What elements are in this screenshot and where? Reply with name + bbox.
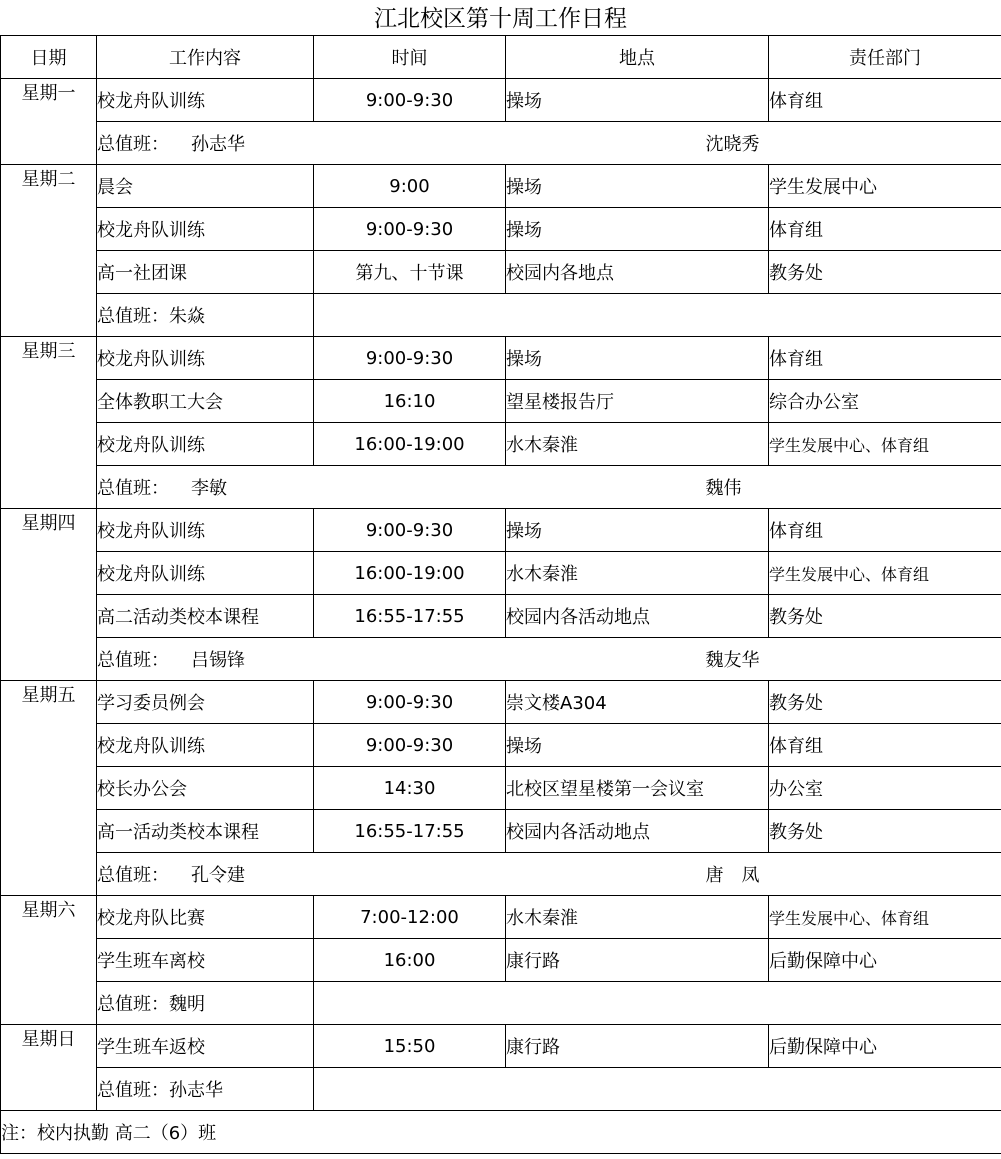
dept-cell: 体育组 bbox=[769, 337, 1001, 380]
duty-name: 孙志华 bbox=[169, 1080, 223, 1101]
content-cell: 校龙舟队训练 bbox=[97, 509, 314, 552]
schedule-row bbox=[1, 208, 1001, 251]
schedule-row bbox=[1, 767, 1001, 810]
schedule-row bbox=[1, 79, 1001, 122]
place-cell: 校园内各活动地点 bbox=[506, 810, 769, 853]
duty-name: 李敏 bbox=[191, 478, 227, 499]
duty-second-name: 唐 凤 bbox=[506, 853, 1001, 896]
dept-cell: 教务处 bbox=[769, 251, 1001, 294]
place-cell: 操场 bbox=[506, 79, 769, 122]
time-cell: 9:00-9:30 bbox=[314, 79, 506, 122]
duty-empty-cell bbox=[314, 982, 1001, 1025]
time-cell: 9:00-9:30 bbox=[314, 509, 506, 552]
header-content: 工作内容 bbox=[97, 36, 314, 79]
duty-second-name: 沈晓秀 bbox=[506, 122, 1001, 165]
dept-cell: 学生发展中心 bbox=[769, 165, 1001, 208]
duty-label: 总值班： bbox=[97, 650, 169, 671]
content-cell: 校龙舟队训练 bbox=[97, 208, 314, 251]
duty-label: 总值班： bbox=[97, 865, 169, 886]
duty-empty-cell bbox=[314, 294, 1001, 337]
place-cell: 北校区望星楼第一会议室 bbox=[506, 767, 769, 810]
note-row bbox=[1, 1111, 1001, 1154]
dept-cell: 体育组 bbox=[769, 208, 1001, 251]
schedule-row bbox=[1, 1025, 1001, 1068]
duty-name: 孔令建 bbox=[191, 865, 245, 886]
duty-row bbox=[1, 466, 1001, 509]
place-cell: 操场 bbox=[506, 509, 769, 552]
time-cell: 16:00-19:00 bbox=[314, 423, 506, 466]
content-cell: 校龙舟队训练 bbox=[97, 79, 314, 122]
schedule-table bbox=[0, 35, 1001, 1154]
time-cell: 16:10 bbox=[314, 380, 506, 423]
day-cell: 星期二 bbox=[1, 165, 97, 337]
time-cell: 9:00 bbox=[314, 165, 506, 208]
content-cell: 校龙舟队训练 bbox=[97, 724, 314, 767]
duty-label: 总值班： bbox=[97, 134, 169, 155]
content-cell: 学生班车离校 bbox=[97, 939, 314, 982]
duty-row bbox=[1, 853, 1001, 896]
duty-second-name: 魏伟 bbox=[506, 466, 1001, 509]
dept-cell: 后勤保障中心 bbox=[769, 1025, 1001, 1068]
dept-cell: 办公室 bbox=[769, 767, 1001, 810]
schedule-row bbox=[1, 423, 1001, 466]
duty-cell bbox=[97, 1068, 314, 1111]
place-cell: 校园内各地点 bbox=[506, 251, 769, 294]
day-cell: 星期一 bbox=[1, 79, 97, 165]
content-cell: 学习委员例会 bbox=[97, 681, 314, 724]
place-cell: 康行路 bbox=[506, 939, 769, 982]
schedule-row bbox=[1, 681, 1001, 724]
time-cell: 15:50 bbox=[314, 1025, 506, 1068]
content-cell: 高一活动类校本课程 bbox=[97, 810, 314, 853]
schedule-row bbox=[1, 896, 1001, 939]
duty-row bbox=[1, 1068, 1001, 1111]
dept-cell: 教务处 bbox=[769, 681, 1001, 724]
duty-name: 吕锡锋 bbox=[191, 650, 245, 671]
duty-name: 孙志华 bbox=[191, 134, 245, 155]
header-row bbox=[1, 36, 1001, 79]
duty-cell bbox=[97, 638, 506, 681]
duty-label: 总值班： bbox=[97, 478, 169, 499]
time-cell: 9:00-9:30 bbox=[314, 337, 506, 380]
schedule-row bbox=[1, 380, 1001, 423]
dept-cell: 体育组 bbox=[769, 724, 1001, 767]
content-cell: 学生班车返校 bbox=[97, 1025, 314, 1068]
time-cell: 7:00-12:00 bbox=[314, 896, 506, 939]
dept-cell: 后勤保障中心 bbox=[769, 939, 1001, 982]
time-cell: 16:55-17:55 bbox=[314, 595, 506, 638]
schedule-row bbox=[1, 251, 1001, 294]
schedule-row bbox=[1, 165, 1001, 208]
content-cell: 高一社团课 bbox=[97, 251, 314, 294]
place-cell: 操场 bbox=[506, 165, 769, 208]
schedule-row bbox=[1, 939, 1001, 982]
duty-row bbox=[1, 638, 1001, 681]
dept-cell: 学生发展中心、体育组 bbox=[769, 423, 1001, 466]
place-cell: 水木秦淮 bbox=[506, 423, 769, 466]
place-cell: 望星楼报告厅 bbox=[506, 380, 769, 423]
duty-cell bbox=[97, 853, 506, 896]
content-cell: 校龙舟队训练 bbox=[97, 423, 314, 466]
schedule-row bbox=[1, 337, 1001, 380]
dept-cell: 教务处 bbox=[769, 595, 1001, 638]
time-cell: 16:55-17:55 bbox=[314, 810, 506, 853]
header-time: 时间 bbox=[314, 36, 506, 79]
dept-cell: 综合办公室 bbox=[769, 380, 1001, 423]
content-cell: 晨会 bbox=[97, 165, 314, 208]
header-place: 地点 bbox=[506, 36, 769, 79]
time-cell: 9:00-9:30 bbox=[314, 724, 506, 767]
time-cell: 9:00-9:30 bbox=[314, 681, 506, 724]
time-cell: 9:00-9:30 bbox=[314, 208, 506, 251]
content-cell: 全体教职工大会 bbox=[97, 380, 314, 423]
dept-cell: 体育组 bbox=[769, 509, 1001, 552]
duty-name: 魏明 bbox=[169, 994, 205, 1015]
content-cell: 校龙舟队比赛 bbox=[97, 896, 314, 939]
duty-cell bbox=[97, 982, 314, 1025]
day-cell: 星期三 bbox=[1, 337, 97, 509]
place-cell: 操场 bbox=[506, 208, 769, 251]
page-title: 江北校区第十周工作日程 bbox=[374, 6, 627, 32]
duty-empty-cell bbox=[314, 1068, 1001, 1111]
duty-cell bbox=[97, 122, 506, 165]
content-cell: 校龙舟队训练 bbox=[97, 337, 314, 380]
duty-name: 朱焱 bbox=[169, 306, 205, 327]
schedule-row bbox=[1, 810, 1001, 853]
duty-label: 总值班： bbox=[97, 1080, 169, 1101]
place-cell: 康行路 bbox=[506, 1025, 769, 1068]
duty-row bbox=[1, 122, 1001, 165]
schedule-body bbox=[1, 79, 1001, 1111]
place-cell: 操场 bbox=[506, 724, 769, 767]
place-cell: 水木秦淮 bbox=[506, 552, 769, 595]
duty-label: 总值班： bbox=[97, 306, 169, 327]
dept-cell: 体育组 bbox=[769, 79, 1001, 122]
content-cell: 校长办公会 bbox=[97, 767, 314, 810]
schedule-row bbox=[1, 595, 1001, 638]
duty-label: 总值班： bbox=[97, 994, 169, 1015]
time-cell: 16:00 bbox=[314, 939, 506, 982]
schedule-row bbox=[1, 552, 1001, 595]
place-cell: 崇文楼A304 bbox=[506, 681, 769, 724]
duty-row bbox=[1, 294, 1001, 337]
day-cell: 星期日 bbox=[1, 1025, 97, 1111]
place-cell: 操场 bbox=[506, 337, 769, 380]
schedule-row bbox=[1, 509, 1001, 552]
note-text: 注：校内执勤 高二（6）班 bbox=[1, 1111, 1001, 1154]
duty-cell bbox=[97, 294, 314, 337]
time-cell: 14:30 bbox=[314, 767, 506, 810]
content-cell: 高二活动类校本课程 bbox=[97, 595, 314, 638]
day-cell: 星期六 bbox=[1, 896, 97, 1025]
day-cell: 星期五 bbox=[1, 681, 97, 896]
dept-cell: 学生发展中心、体育组 bbox=[769, 552, 1001, 595]
place-cell: 水木秦淮 bbox=[506, 896, 769, 939]
place-cell: 校园内各活动地点 bbox=[506, 595, 769, 638]
time-cell: 16:00-19:00 bbox=[314, 552, 506, 595]
content-cell: 校龙舟队训练 bbox=[97, 552, 314, 595]
duty-row bbox=[1, 982, 1001, 1025]
duty-cell bbox=[97, 466, 506, 509]
schedule-row bbox=[1, 724, 1001, 767]
dept-cell: 教务处 bbox=[769, 810, 1001, 853]
header-dept: 责任部门 bbox=[769, 36, 1001, 79]
day-cell: 星期四 bbox=[1, 509, 97, 681]
time-cell: 第九、十节课 bbox=[314, 251, 506, 294]
duty-second-name: 魏友华 bbox=[506, 638, 1001, 681]
header-date: 日期 bbox=[1, 36, 97, 79]
dept-cell: 学生发展中心、体育组 bbox=[769, 896, 1001, 939]
